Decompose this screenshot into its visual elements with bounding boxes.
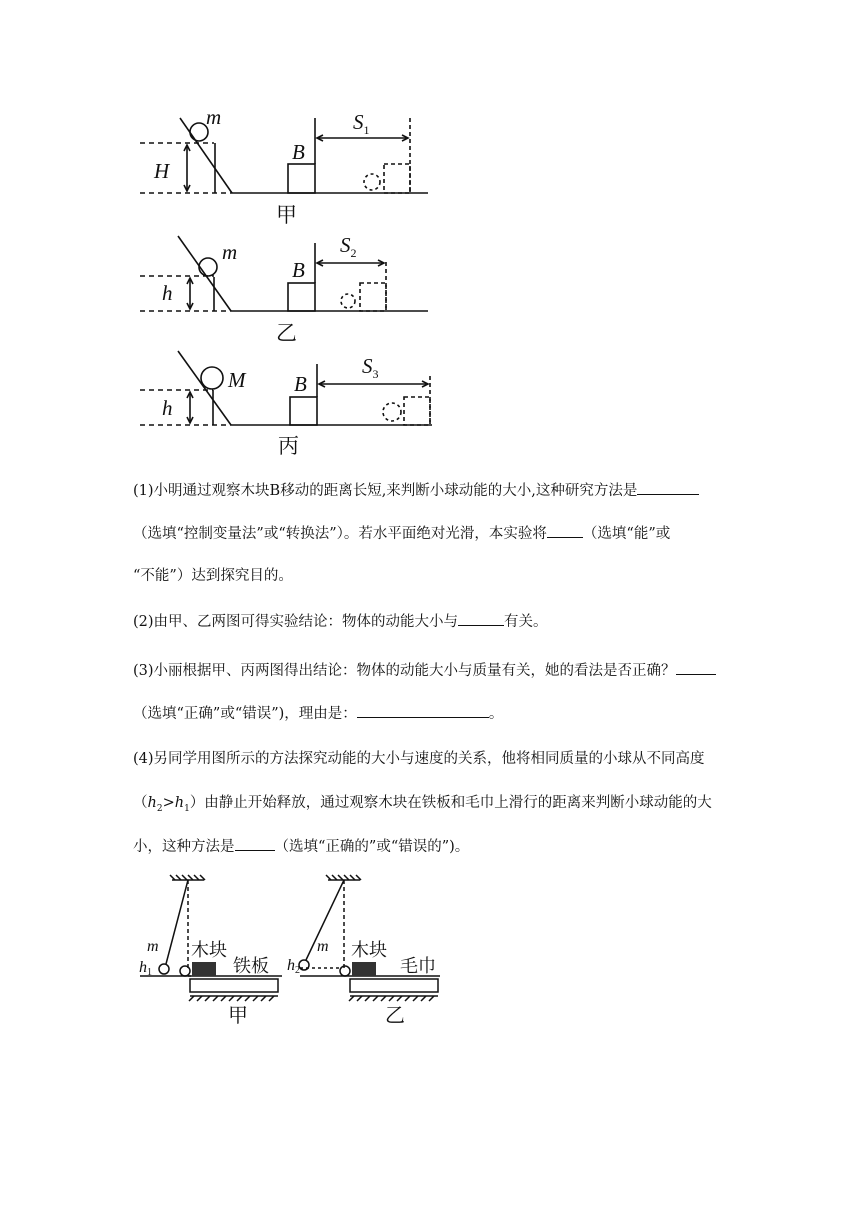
caption-jia: 甲 [276, 203, 297, 227]
dist-label-yi: $S_2$ [340, 233, 357, 260]
wood-block-left [192, 962, 216, 976]
caption-bottom-jia: 甲 [228, 1003, 248, 1027]
wood-block-right [352, 962, 376, 976]
question-4-line-2: $(h_2>h_1)$由静止开始释放，通过观察木块在铁板和毛巾上滑行的距离来判断小球动能的大 [133, 795, 712, 814]
answer-blank-6[interactable] [235, 836, 275, 851]
pendulum-left [140, 875, 282, 1001]
mass-label-left: m [147, 938, 159, 955]
caption-yi: 乙 [276, 321, 297, 345]
caption-bing: 丙 [278, 434, 299, 458]
panel-jia [140, 118, 428, 193]
caption-bottom-yi: 乙 [385, 1003, 405, 1027]
block-label-yi: B [292, 258, 305, 282]
ball-label-jia: m [206, 105, 222, 129]
block-label-right: 木块 [351, 940, 387, 961]
height-label-left: h1 [139, 959, 152, 978]
block-label-bing: B [294, 372, 307, 396]
height-label-bing: h [162, 396, 173, 420]
question-3-line-2: （选填“正确”或“错误”)，理由是： 。 [133, 703, 733, 724]
answer-blank-2[interactable] [547, 523, 583, 538]
ball-label-bing: M [228, 368, 246, 392]
question-4-line-3: 小，这种方法是 （选填“正确的”或“错误的”)。 [133, 836, 733, 857]
block-label-left: 木块 [191, 940, 227, 961]
height-label-yi: h [162, 281, 173, 305]
question-2: (2)由甲、乙两图可得实验结论：物体的动能大小与 有关。 [133, 611, 733, 632]
ramp-figure [0, 0, 860, 470]
question-4-line-1: (4)另同学用图所示的方法探究动能的大小与速度的关系，他将相同质量的小球从不同高度 [133, 751, 705, 767]
answer-blank-1[interactable] [637, 480, 699, 495]
mass-label-right: m [317, 938, 329, 955]
question-1-line-3: “不能”）达到探究目的。 [133, 568, 293, 584]
question-3-line-1: (3)小丽根据甲、丙两图得出结论：物体的动能大小与质量有关，她的看法是否正确？ [133, 660, 733, 681]
question-1-line-1: (1)小明通过观察木块B移动的距离长短,来判断小球动能的大小,这种研究方法是 [133, 480, 733, 501]
pendulum-figure [0, 860, 860, 1050]
surface-label-right: 毛巾 [400, 956, 436, 977]
block-label-jia: B [292, 140, 305, 164]
height-label-right: h2 [287, 957, 300, 976]
surface-label-left: 铁板 [233, 956, 269, 977]
height-label-jia: H [154, 159, 170, 183]
answer-blank-3[interactable] [458, 611, 504, 626]
panel-bing [140, 351, 432, 425]
ball-label-yi: m [222, 240, 238, 264]
panel-yi [140, 236, 428, 311]
dist-label-jia: $S_1$ [353, 110, 370, 137]
answer-blank-5[interactable] [357, 703, 489, 718]
dist-label-bing: $S_3$ [362, 354, 379, 381]
question-1-line-2: （选填“控制变量法”或“转换法”）。若水平面绝对光滑，本实验将 （选填“能”或 [133, 523, 733, 544]
answer-blank-4[interactable] [676, 660, 716, 675]
